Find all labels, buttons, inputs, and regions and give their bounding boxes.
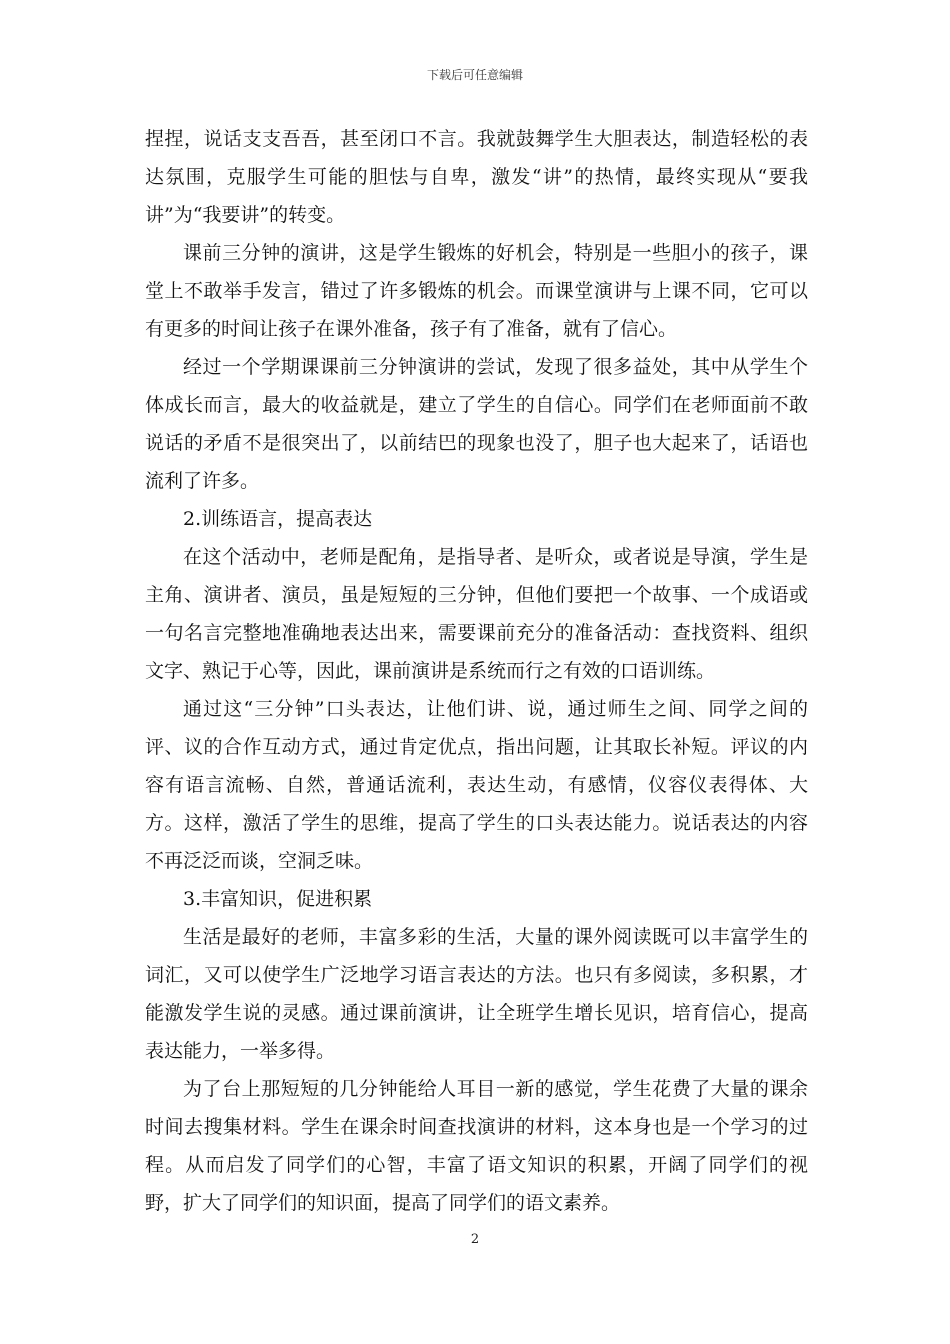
page-number: 2 [470,1232,480,1247]
paragraph-2: 课前三分钟的演讲，这是学生锻炼的好机会，特别是一些胆小的孩子，课堂上不敢举手发言，错过了许多锻炼的机会。而课堂演讲与上课不同，它可以有更多的时间让孩子在课外准备，孩子有了准备，就有了信心。 [145,242,808,340]
document-body [145,120,808,1222]
page-header: 下载后可任意编辑 [426,68,523,82]
paragraph-6: 通过这“三分钟”口头表达，让他们讲、说，通过师生之间、同学之间的评、议的合作互动方式，通过肯定优点，指出问题，让其取长补短。评议的内容有语言流畅、自然，普通话流利，表达生动，有感情，仪容仪表得体、大方。这样，激活了学生的思维，提高了学生的口头表达能力。说话表达的内容不再泛泛而谈，空洞乏味。 [145,698,808,872]
paragraph-8: 生活是最好的老师，丰富多彩的生活，大量的课外阅读既可以丰富学生的词汇，又可以使学生广泛地学习语言表达的方法。也只有多阅读，多积累，才能激发学生说的灵感。通过课前演讲，让全班学生增长见识，培育信心，提高表达能力，一举多得。 [145,926,808,1062]
paragraph-9: 为了台上那短短的几分钟能给人耳目一新的感觉，学生花费了大量的课余时间去搜集材料。学生在课余时间查找演讲的材料，这本身也是一个学习的过程。从而启发了同学们的心智，丰富了语文知识的积累，开阔了同学们的视野，扩大了同学们的知识面，提高了同学们的语文素养。 [145,1078,808,1214]
section-heading-3: 3.丰富知识，促进积累 [183,888,373,910]
section-heading-2: 2.训练语言，提高表达 [183,508,373,530]
paragraph-1: 捏捏，说话支支吾吾，甚至闭口不言。我就鼓舞学生大胆表达，制造轻松的表达氛围，克服学生可能的胆怯与自卑，激发“讲”的热情，最终实现从“要我讲”为“我要讲”的转变。 [145,128,808,226]
paragraph-3: 经过一个学期课课前三分钟演讲的尝试，发现了很多益处，其中从学生个体成长而言，最大的收益就是，建立了学生的自信心。同学们在老师面前不敢说话的矛盾不是很突出了，以前结巴的现象也没了，胆子也大起来了，话语也流利了许多。 [145,356,808,492]
paragraph-5: 在这个活动中，老师是配角，是指导者、是听众，或者说是导演，学生是主角、演讲者、演员，虽是短短的三分钟，但他们要把一个故事、一个成语或一句名言完整地准确地表达出来，需要课前充分的准备活动：查找资料、组织文字、熟记于心等，因此，课前演讲是系统而行之有效的口语训练。 [145,546,808,682]
